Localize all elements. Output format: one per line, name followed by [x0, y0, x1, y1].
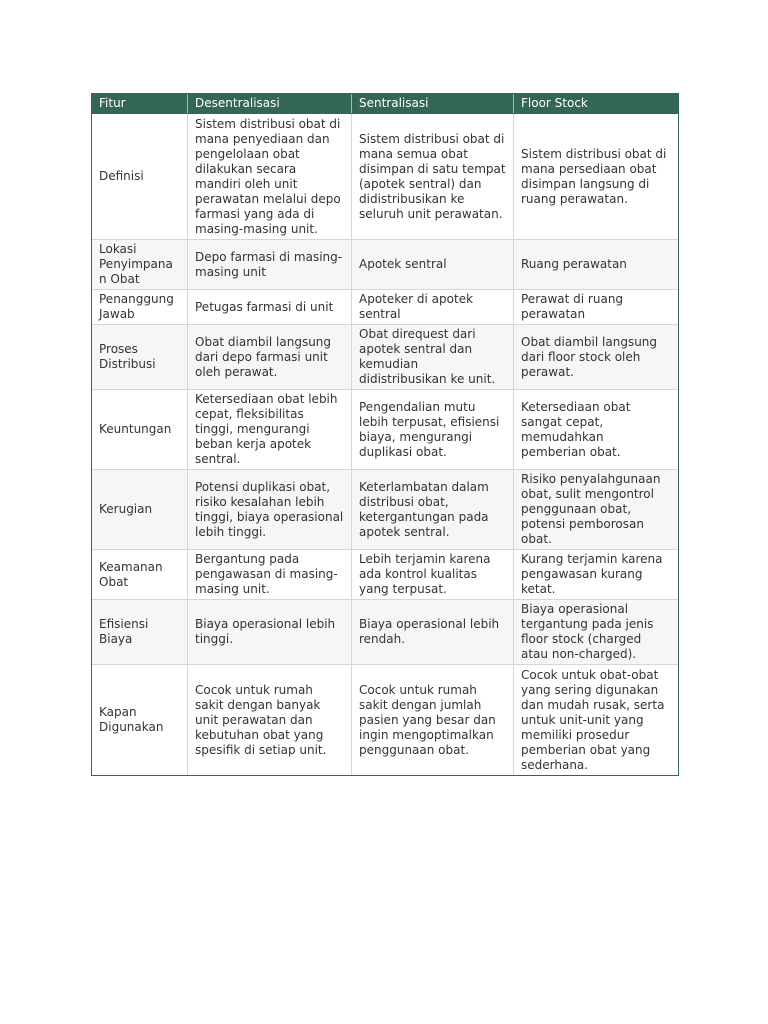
- table-header-row: [92, 94, 679, 114]
- cell-desentralisasi: Potensi duplikasi obat, risiko kesalahan lebih tinggi, biaya operasional lebih tinggi.: [188, 470, 352, 550]
- cell-fitur: Definisi: [92, 114, 188, 240]
- cell-fitur: Efisiensi Biaya: [92, 600, 188, 665]
- cell-sentralisasi: Apotek sentral: [352, 240, 514, 290]
- table-row: [92, 325, 679, 390]
- cell-desentralisasi: Petugas farmasi di unit: [188, 290, 352, 325]
- cell-floor-stock: Obat diambil langsung dari floor stock oleh perawat.: [514, 325, 679, 390]
- cell-fitur: Proses Distribusi: [92, 325, 188, 390]
- table-row: [92, 600, 679, 665]
- cell-sentralisasi: Lebih terjamin karena ada kontrol kualitas yang terpusat.: [352, 550, 514, 600]
- cell-floor-stock: Kurang terjamin karena pengawasan kurang ketat.: [514, 550, 679, 600]
- table-row: [92, 550, 679, 600]
- cell-desentralisasi: Sistem distribusi obat di mana penyediaan dan pengelolaan obat dilakukan secara mandiri oleh unit perawatan melalui depo farmasi yang ada di masing-masing unit.: [188, 114, 352, 240]
- cell-sentralisasi: Pengendalian mutu lebih terpusat, efisiensi biaya, mengurangi duplikasi obat.: [352, 390, 514, 470]
- cell-fitur: Keamanan Obat: [92, 550, 188, 600]
- cell-desentralisasi: Obat diambil langsung dari depo farmasi unit oleh perawat.: [188, 325, 352, 390]
- table-row: [92, 114, 679, 240]
- cell-sentralisasi: Apoteker di apotek sentral: [352, 290, 514, 325]
- cell-floor-stock: Risiko penyalahgunaan obat, sulit mengontrol penggunaan obat, potensi pemborosan obat.: [514, 470, 679, 550]
- cell-fitur: Penanggung Jawab: [92, 290, 188, 325]
- cell-desentralisasi: Depo farmasi di masing-masing unit: [188, 240, 352, 290]
- header-sentralisasi: Sentralisasi: [352, 94, 514, 114]
- header-desentralisasi: Desentralisasi: [188, 94, 352, 114]
- cell-sentralisasi: Cocok untuk rumah sakit dengan jumlah pasien yang besar dan ingin mengoptimalkan penggunaan obat.: [352, 665, 514, 776]
- cell-sentralisasi: Keterlambatan dalam distribusi obat, ketergantungan pada apotek sentral.: [352, 470, 514, 550]
- cell-fitur: Keuntungan: [92, 390, 188, 470]
- cell-fitur: Lokasi Penyimpanan Obat: [92, 240, 188, 290]
- cell-floor-stock: Cocok untuk obat-obat yang sering digunakan dan mudah rusak, serta untuk unit-unit yang memiliki prosedur pemberian obat yang sederhana.: [514, 665, 679, 776]
- cell-desentralisasi: Ketersediaan obat lebih cepat, fleksibilitas tinggi, mengurangi beban kerja apotek sentral.: [188, 390, 352, 470]
- cell-sentralisasi: Obat direquest dari apotek sentral dan kemudian didistribusikan ke unit.: [352, 325, 514, 390]
- cell-floor-stock: Perawat di ruang perawatan: [514, 290, 679, 325]
- cell-floor-stock: Ruang perawatan: [514, 240, 679, 290]
- cell-sentralisasi: Sistem distribusi obat di mana semua obat disimpan di satu tempat (apotek sentral) dan didistribusikan ke seluruh unit perawatan.: [352, 114, 514, 240]
- cell-fitur: Kapan Digunakan: [92, 665, 188, 776]
- comparison-table: [91, 93, 679, 776]
- cell-desentralisasi: Cocok untuk rumah sakit dengan banyak unit perawatan dan kebutuhan obat yang spesifik di setiap unit.: [188, 665, 352, 776]
- table-row: [92, 240, 679, 290]
- table-row: [92, 290, 679, 325]
- header-fitur: Fitur: [92, 94, 188, 114]
- table-row: [92, 390, 679, 470]
- cell-fitur: Kerugian: [92, 470, 188, 550]
- cell-floor-stock: Ketersediaan obat sangat cepat, memudahkan pemberian obat.: [514, 390, 679, 470]
- cell-floor-stock: Biaya operasional tergantung pada jenis floor stock (charged atau non-charged).: [514, 600, 679, 665]
- cell-sentralisasi: Biaya operasional lebih rendah.: [352, 600, 514, 665]
- cell-desentralisasi: Bergantung pada pengawasan di masing-masing unit.: [188, 550, 352, 600]
- header-floor-stock: Floor Stock: [514, 94, 679, 114]
- cell-floor-stock: Sistem distribusi obat di mana persediaan obat disimpan langsung di ruang perawatan.: [514, 114, 679, 240]
- cell-desentralisasi: Biaya operasional lebih tinggi.: [188, 600, 352, 665]
- table-row: [92, 665, 679, 776]
- table-row: [92, 470, 679, 550]
